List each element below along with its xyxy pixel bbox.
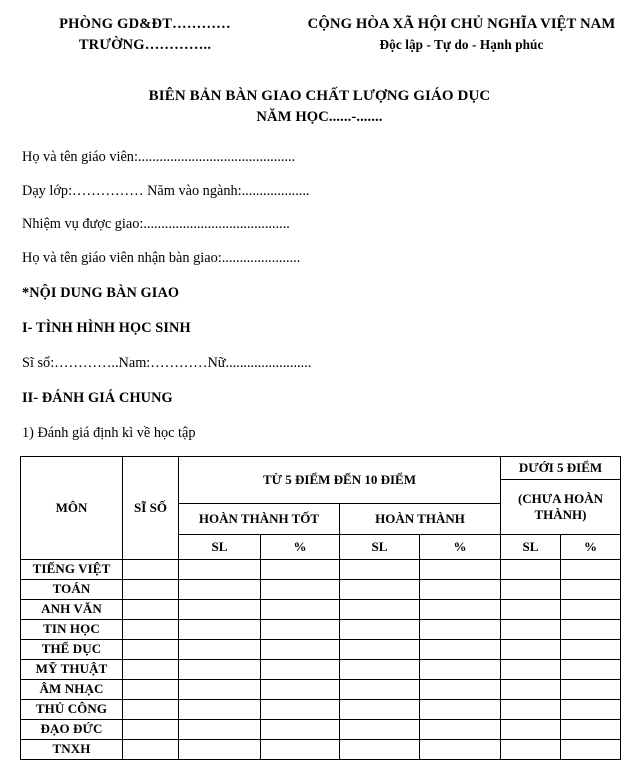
heading-section-2: II- ĐÁNH GIÁ CHUNG xyxy=(22,389,173,406)
table-row xyxy=(21,559,621,579)
form-fields xyxy=(0,150,639,267)
empty-data-cell[interactable] xyxy=(340,719,420,739)
empty-data-cell[interactable] xyxy=(420,739,501,759)
empty-data-cell[interactable] xyxy=(123,619,179,639)
field-teacher-name: Họ và tên giáo viên:............................................ xyxy=(22,149,296,166)
table-row xyxy=(21,599,621,619)
empty-data-cell[interactable] xyxy=(261,699,340,719)
empty-data-cell[interactable] xyxy=(340,699,420,719)
subject-name-cell: TNXH xyxy=(21,739,123,759)
empty-data-cell[interactable] xyxy=(501,579,561,599)
empty-data-cell[interactable] xyxy=(340,619,420,639)
empty-data-cell[interactable] xyxy=(420,719,501,739)
empty-data-cell[interactable] xyxy=(261,659,340,679)
subject-name-cell: MỸ THUẬT xyxy=(21,659,123,679)
empty-data-cell[interactable] xyxy=(179,579,261,599)
empty-data-cell[interactable] xyxy=(261,639,340,659)
empty-data-cell[interactable] xyxy=(501,719,561,739)
empty-data-cell[interactable] xyxy=(123,679,179,699)
national-heading-block xyxy=(290,14,639,56)
empty-data-cell[interactable] xyxy=(561,559,621,579)
empty-data-cell[interactable] xyxy=(420,579,501,599)
empty-data-cell[interactable] xyxy=(340,659,420,679)
empty-data-cell[interactable] xyxy=(501,559,561,579)
grades-table-body xyxy=(21,559,621,759)
grades-table-head xyxy=(21,456,621,559)
table-row xyxy=(21,579,621,599)
document-title-line1: BIÊN BẢN BÀN GIAO CHẤT LƯỢNG GIÁO DỤC xyxy=(148,88,491,105)
header-count-3: SL xyxy=(501,534,561,559)
empty-data-cell[interactable] xyxy=(123,739,179,759)
empty-data-cell[interactable] xyxy=(261,619,340,639)
header-completed-well: HOÀN THÀNH TỐT xyxy=(179,503,340,534)
table-row xyxy=(21,639,621,659)
school-line: TRƯỜNG………….. xyxy=(78,37,212,54)
header-group-5-to-10: TỪ 5 ĐIỂM ĐẾN 10 ĐIỂM xyxy=(179,456,501,503)
empty-data-cell[interactable] xyxy=(561,619,621,639)
empty-data-cell[interactable] xyxy=(420,659,501,679)
header-group-under-5-line2: (CHƯA HOÀN THÀNH) xyxy=(501,479,621,534)
empty-data-cell[interactable] xyxy=(179,639,261,659)
heading-content-handover: *NỘI DUNG BÀN GIAO xyxy=(22,284,180,301)
empty-data-cell[interactable] xyxy=(501,699,561,719)
subject-name-cell: TIẾNG VIỆT xyxy=(21,559,123,579)
empty-data-cell[interactable] xyxy=(561,639,621,659)
table-row xyxy=(21,739,621,759)
empty-data-cell[interactable] xyxy=(261,559,340,579)
empty-data-cell[interactable] xyxy=(179,679,261,699)
subject-name-cell: TIN HỌC xyxy=(21,619,123,639)
empty-data-cell[interactable] xyxy=(420,679,501,699)
empty-data-cell[interactable] xyxy=(340,559,420,579)
office-school-block xyxy=(0,14,290,56)
document-title xyxy=(0,86,639,128)
subject-name-cell: ĐẠO ĐỨC xyxy=(21,719,123,739)
header-completed: HOÀN THÀNH xyxy=(340,503,501,534)
header-class-size: SĨ SỐ xyxy=(123,456,179,559)
subheading-periodic-assessment: 1) Đánh giá định kì về học tập xyxy=(22,424,196,441)
header-percent-1: % xyxy=(261,534,340,559)
subject-name-cell: THỂ DỤC xyxy=(21,639,123,659)
empty-data-cell[interactable] xyxy=(261,719,340,739)
empty-data-cell[interactable] xyxy=(420,619,501,639)
header-count-1: SL xyxy=(179,534,261,559)
table-row xyxy=(21,699,621,719)
empty-data-cell[interactable] xyxy=(420,599,501,619)
empty-data-cell[interactable] xyxy=(561,659,621,679)
document-header xyxy=(0,0,639,56)
empty-data-cell[interactable] xyxy=(261,739,340,759)
empty-data-cell[interactable] xyxy=(561,599,621,619)
empty-data-cell[interactable] xyxy=(340,739,420,759)
field-student-count: Sĩ số:…………..Nam:…………Nữ........................ xyxy=(22,354,312,371)
national-title: CỘNG HÒA XÃ HỘI CHỦ NGHĨA VIỆT NAM xyxy=(307,16,616,32)
empty-data-cell[interactable] xyxy=(179,559,261,579)
document-title-line2: NĂM HỌC......-....... xyxy=(256,109,383,126)
empty-data-cell[interactable] xyxy=(179,599,261,619)
empty-data-cell[interactable] xyxy=(561,739,621,759)
table-row xyxy=(21,719,621,739)
empty-data-cell[interactable] xyxy=(501,599,561,619)
grades-table xyxy=(20,456,621,760)
subject-name-cell: ANH VĂN xyxy=(21,599,123,619)
empty-data-cell[interactable] xyxy=(561,579,621,599)
header-subject: MÔN xyxy=(21,456,123,559)
table-row xyxy=(21,679,621,699)
empty-data-cell[interactable] xyxy=(123,659,179,679)
empty-data-cell[interactable] xyxy=(340,579,420,599)
empty-data-cell[interactable] xyxy=(123,719,179,739)
empty-data-cell[interactable] xyxy=(179,619,261,639)
empty-data-cell[interactable] xyxy=(561,719,621,739)
field-class-and-year: Dạy lớp:…………… Năm vào ngành:................... xyxy=(22,182,310,199)
empty-data-cell[interactable] xyxy=(561,679,621,699)
header-count-2: SL xyxy=(340,534,420,559)
empty-data-cell[interactable] xyxy=(261,599,340,619)
header-row-1 xyxy=(21,456,621,479)
subject-name-cell: TOÁN xyxy=(21,579,123,599)
empty-data-cell[interactable] xyxy=(123,699,179,719)
field-receiving-teacher: Họ và tên giáo viên nhận bàn giao:...................... xyxy=(22,250,301,267)
empty-data-cell[interactable] xyxy=(420,559,501,579)
national-motto: Độc lập - Tự do - Hạnh phúc xyxy=(379,37,544,53)
header-group-under-5-line1: DƯỚI 5 ĐIỂM xyxy=(501,456,621,479)
header-percent-3: % xyxy=(561,534,621,559)
empty-data-cell[interactable] xyxy=(501,619,561,639)
grades-table-wrapper xyxy=(0,456,639,760)
header-percent-2: % xyxy=(420,534,501,559)
empty-data-cell[interactable] xyxy=(340,599,420,619)
empty-data-cell[interactable] xyxy=(179,719,261,739)
field-assigned-task: Nhiệm vụ được giao:......................................... xyxy=(22,216,290,233)
subject-name-cell: ÂM NHẠC xyxy=(21,679,123,699)
empty-data-cell[interactable] xyxy=(179,659,261,679)
empty-data-cell[interactable] xyxy=(420,699,501,719)
empty-data-cell[interactable] xyxy=(501,679,561,699)
table-row xyxy=(21,659,621,679)
empty-data-cell[interactable] xyxy=(340,679,420,699)
heading-section-1: I- TÌNH HÌNH HỌC SINH xyxy=(22,319,191,336)
empty-data-cell[interactable] xyxy=(340,639,420,659)
empty-data-cell[interactable] xyxy=(501,639,561,659)
table-row xyxy=(21,619,621,639)
empty-data-cell[interactable] xyxy=(501,659,561,679)
empty-data-cell[interactable] xyxy=(123,559,179,579)
document-sections xyxy=(0,285,639,442)
subject-name-cell: THỦ CÔNG xyxy=(21,699,123,719)
empty-data-cell[interactable] xyxy=(420,639,501,659)
empty-data-cell[interactable] xyxy=(561,699,621,719)
department-line: PHÒNG GD&ĐT………… xyxy=(59,16,231,32)
empty-data-cell[interactable] xyxy=(123,599,179,619)
empty-data-cell[interactable] xyxy=(123,579,179,599)
empty-data-cell[interactable] xyxy=(179,699,261,719)
empty-data-cell[interactable] xyxy=(261,679,340,699)
empty-data-cell[interactable] xyxy=(261,579,340,599)
empty-data-cell[interactable] xyxy=(501,739,561,759)
empty-data-cell[interactable] xyxy=(123,639,179,659)
empty-data-cell[interactable] xyxy=(179,739,261,759)
